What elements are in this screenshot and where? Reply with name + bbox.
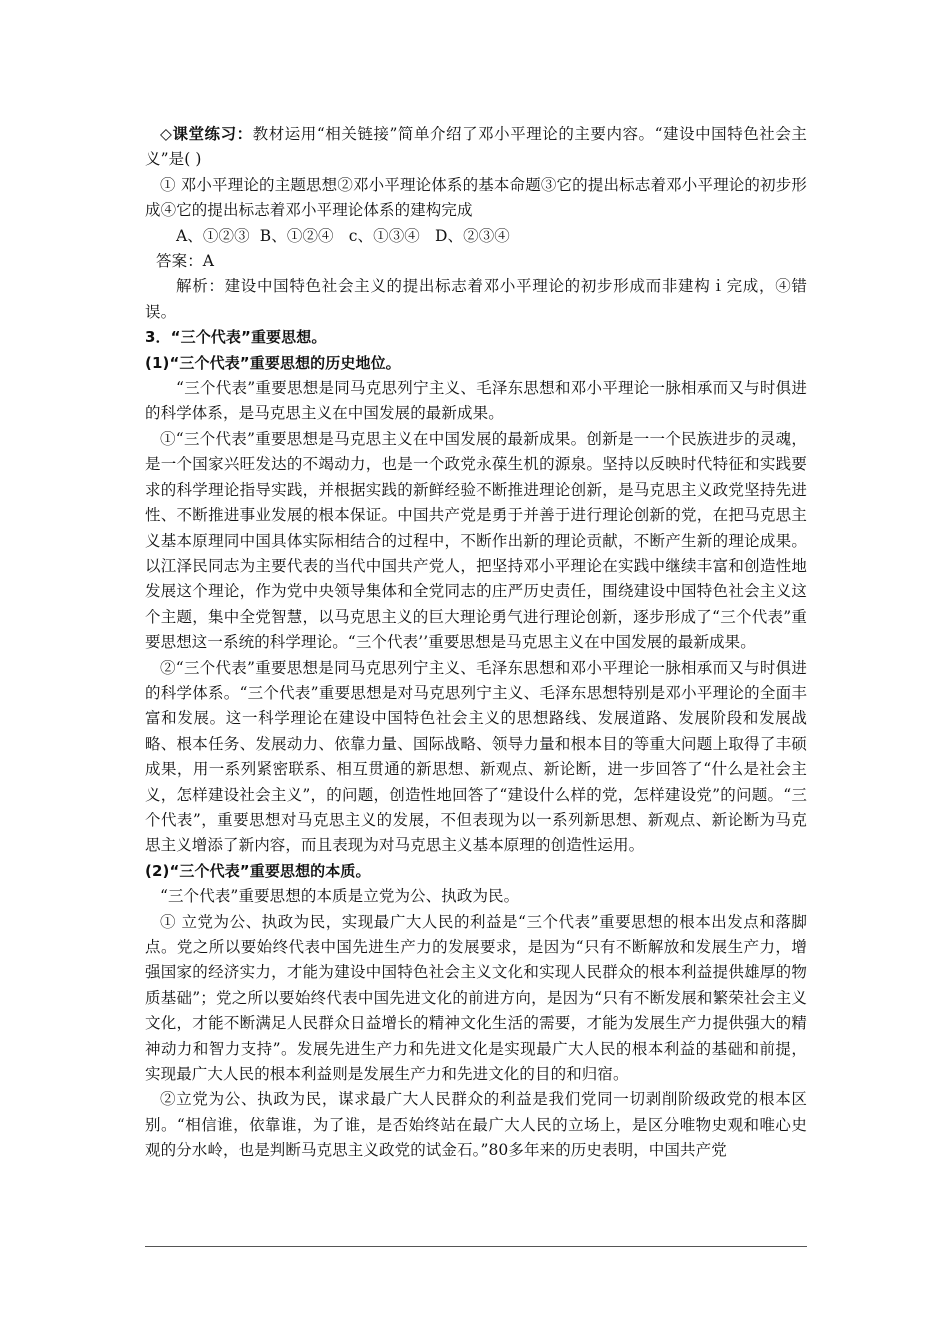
document-page — [145, 122, 807, 1164]
exercise-statements: ① 邓小平理论的主题思想②邓小平理论体系的基本命题③它的提出标志着邓小平理论的初步形成④它的提出标志着邓小平理论体系的建构完成 — [145, 175, 807, 220]
exercise-question — [145, 122, 807, 173]
section3-sub2-title: (2)“三个代表”重要思想的本质。 — [145, 861, 371, 880]
exercise-answer: 答案：A — [156, 252, 215, 271]
footer-divider — [145, 1246, 807, 1247]
exercise-analysis: 解析：建设中国特色社会主义的提出标志着邓小平理论的初步形成而非建构ｉ完成，④错误。 — [145, 277, 807, 321]
exercise-options: A、①②③ B、①②④ c、①③④ D、②③④ — [176, 226, 510, 245]
section3-sub1-title: (1)“三个代表”重要思想的历史地位。 — [145, 353, 401, 372]
section3-sub2-intro: “三个代表”重要思想的本质是立党为公、执政为民。 — [160, 887, 520, 906]
section3-sub1-point1: ①“三个代表”重要思想是马克思主义在中国发展的最新成果。创新是一一个民族进步的灵魂，是一个国家兴旺发达的不竭动力，也是一个政党永葆生机的源泉。坚持以反映时代特征和实践要求的科学理论指导实践，并根据实践的新鲜经验不断推进理论创新，是马克思主义政党坚持先进性、不断推进事业发展的根本保证。中国共产党是勇于并善于进行理论创新的党，在把马克思主义基本原理同中国具体实际相结合的过程中，不断作出新的理论贡献，不断产生新的理论成果。以江泽民同志为主要代表的当代中国共产党人，把坚持邓小平理论在实践中继续丰富和创造性地发展这个理论，作为党中央领导集体和全党同志的庄严历史责任，围绕建设中国特色社会主义这个主题，集中全党智慧，以马克思主义的巨大理论勇气进行理论创新，逐步形成了“三个代表”重要思想这一系统的科学理论。“三个代表’’重要思想是马克思主义在中国发展的最新成果。 — [145, 429, 807, 652]
section3-sub2-point1: ① 立党为公、执政为民，实现最广大人民的利益是“三个代表”重要思想的根本出发点和落脚点。党之所以要始终代表中国先进生产力的发展要求，是因为“只有不断解放和发展生产力，增强国家的经济实力，才能为建设中国特色社会主义文化和实现人民群众的根本利益提供雄厚的物质基础”；党之所以要始终代表中国先进文化的前进方向，是因为“只有不断发展和繁荣社会主义文化，才能不断满足人民群众日益增长的精神文化生活的需要，才能为发展生产力提供强大的精神动力和智力支持”。发展先进生产力和先进文化是实现最广大人民的根本利益的基础和前提，实现最广大人民的根本利益则是发展生产力和先进文化的目的和归宿。 — [145, 912, 807, 1084]
section3-sub2-point2: ②立党为公、执政为民，谋求最广大人民群众的利益是我们党同一切剥削阶级政党的根本区别。“相信谁，依靠谁，为了谁，是否始终站在最广大人民的立场上，是区分唯物史观和唯心史观的分水岭，也是判断马克思主义政党的试金石。”80多年来的历史表明，中国共产党 — [145, 1090, 807, 1160]
section3-sub1-intro: “三个代表”重要思想是同马克思列宁主义、毛泽东思想和邓小平理论一脉相承而又与时俱进的科学体系，是马克思主义在中国发展的最新成果。 — [145, 379, 807, 423]
exercise-label: ◇课堂练习： — [160, 125, 253, 143]
exercise-question-text: 教材运用“相关链接”简单介绍了邓小平理论的主要内容。“建设中国特色社会主义”是( ) — [145, 125, 807, 169]
section3-title: 3．“三个代表”重要思想。 — [145, 328, 327, 347]
section3-sub1-point2: ②“三个代表”重要思想是同马克思列宁主义、毛泽东思想和邓小平理论一脉相承而又与时俱进的科学体系。“三个代表”重要思想是对马克思列宁主义、毛泽东思想特别是邓小平理论的全面丰富和发展。这一科学理论在建设中国特色社会主义的思想路线、发展道路、发展阶段和发展战略、根本任务、发展动力、依靠力量、国际战略、领导力量和根本目的等重大问题上取得了丰硕成果，用一系列紧密联系、相互贯通的新思想、新观点、新论断，进一步回答了“什么是社会主义，怎样建设社会主义”，的问题，创造性地回答了“建设什么样的党，怎样建设党”的问题。“三个代表”，重要思想对马克思主义的发展，不但表现为以一系列新思想、新观点、新论断为马克思主义增添了新内容，而且表现为对马克思主义基本原理的创造性运用。 — [145, 658, 807, 855]
